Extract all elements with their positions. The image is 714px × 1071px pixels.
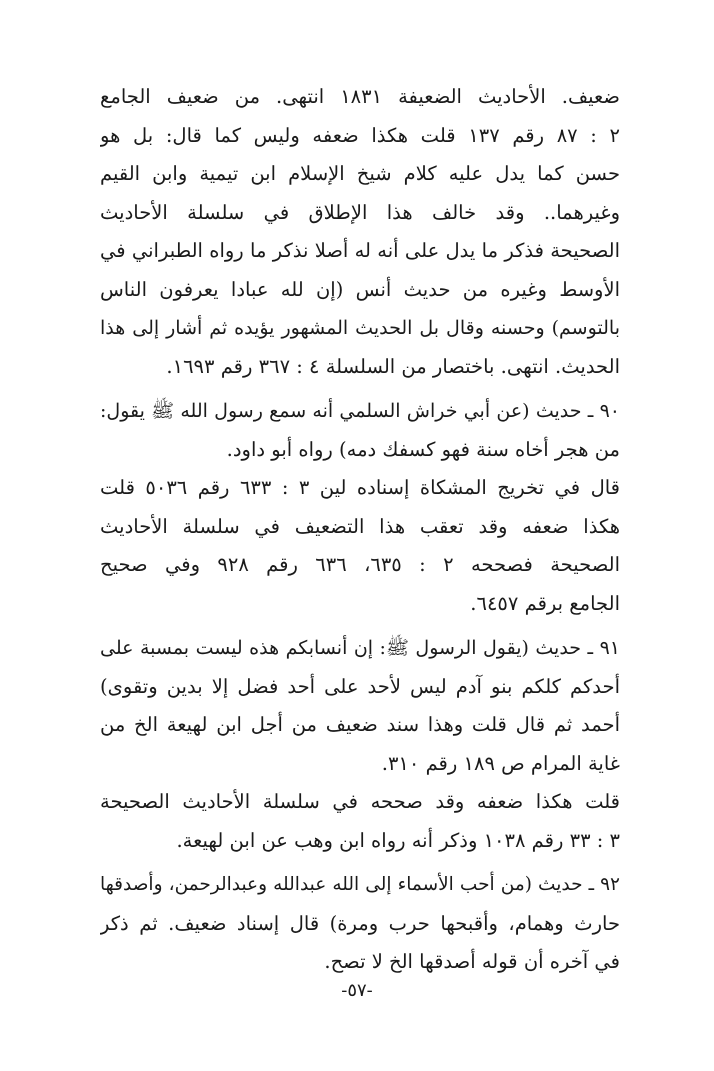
text-line: من هجر أخاه سنة فهو كسفك دمه) رواه أبو داود. — [226, 437, 620, 461]
text-line: حارث وهمام، وأقبحها حرب ومرة) قال إسناد ضعيف. ثم ذكر — [100, 911, 620, 935]
text-line: في آخره أن قوله أصدقها الخ لا تصح. — [324, 950, 620, 973]
text-line: قال في تخريج المشكاة إسناده لين ٣ : ٦٣٣ رقم ٥٠٣٦ قلت — [100, 476, 620, 499]
text-line: ٢ : ٨٧ رقم ١٣٧ قلت هكذا ضعفه وليس كما قال: بل هو — [100, 123, 620, 147]
page-number: -٥٧- — [341, 980, 373, 1001]
text-line: قلت هكذا ضعفه وقد صححه في سلسلة الأحاديث الصحيحة — [100, 790, 620, 813]
text-line: غاية المرام ص ١٨٩ رقم ٣١٠. — [381, 751, 620, 775]
hadith-entry-92 — [100, 866, 620, 982]
intro-paragraph — [100, 78, 620, 386]
text-line: ضعيف. الأحاديث الضعيفة ١٨٣١ انتهى. من ضعيف الجامع — [100, 85, 620, 108]
document-page — [100, 78, 620, 982]
hadith-entry-91 — [100, 629, 620, 860]
text-line: الصحيحة فصححه ٢ : ٦٣٥، ٦٣٦ رقم ٩٢٨ وفي صحيح — [100, 553, 620, 576]
text-line: الحديث. انتهى. باختصار من السلسلة ٤ : ٣٦٧ رقم ١٦٩٣. — [166, 354, 620, 378]
text-line: بالتوسم) وحسنه وقال بل الحديث المشهور يؤيده ثم أشار إلى هذا — [100, 317, 620, 339]
text-line: هكذا ضعفه وقد تعقب هذا التضعيف في سلسلة الأحاديث — [100, 514, 620, 538]
text-line: ٣ : ٣٣ رقم ١٠٣٨ وذكر أنه رواه ابن وهب عن ابن لهيعة. — [176, 828, 620, 852]
text-line: الجامع برقم ٦٤٥٧. — [470, 591, 620, 615]
text-line: أحدكم كلكم بنو آدم ليس لأحد على أحد فضل إلا بدين وتقوى) — [100, 674, 620, 698]
text-line: أحمد ثم قال قلت وهذا سند ضعيف من أجل ابن لهيعة الخ من — [100, 713, 620, 736]
hadith-entry-90 — [100, 392, 620, 623]
text-line: وغيرهما.. وقد خالف هذا الإطلاق في سلسلة الأحاديث — [100, 200, 620, 224]
text-line: الأوسط وغيره من حديث أنس (إن لله عبادا يعرفون الناس — [100, 277, 620, 301]
text-line: ٩٢ ـ حديث (من أحب الأسماء إلى الله عبدالله وعبدالرحمن، وأصدقها — [100, 874, 620, 895]
text-line: حسن كما يدل عليه كلام شيخ الإسلام ابن تيمية وابن القيم — [100, 162, 620, 185]
text-line: ٩١ ـ حديث (يقول الرسول ﷺ: إن أنسابكم هذه ليست بمسبة على — [100, 637, 620, 659]
text-line: ٩٠ ـ حديث (عن أبي خراش السلمي أنه سمع رسول الله ﷺ يقول: — [100, 400, 620, 422]
text-line: الصحيحة فذكر ما يدل على أنه له أصلا نذكر ما رواه الطبراني في — [100, 239, 620, 262]
